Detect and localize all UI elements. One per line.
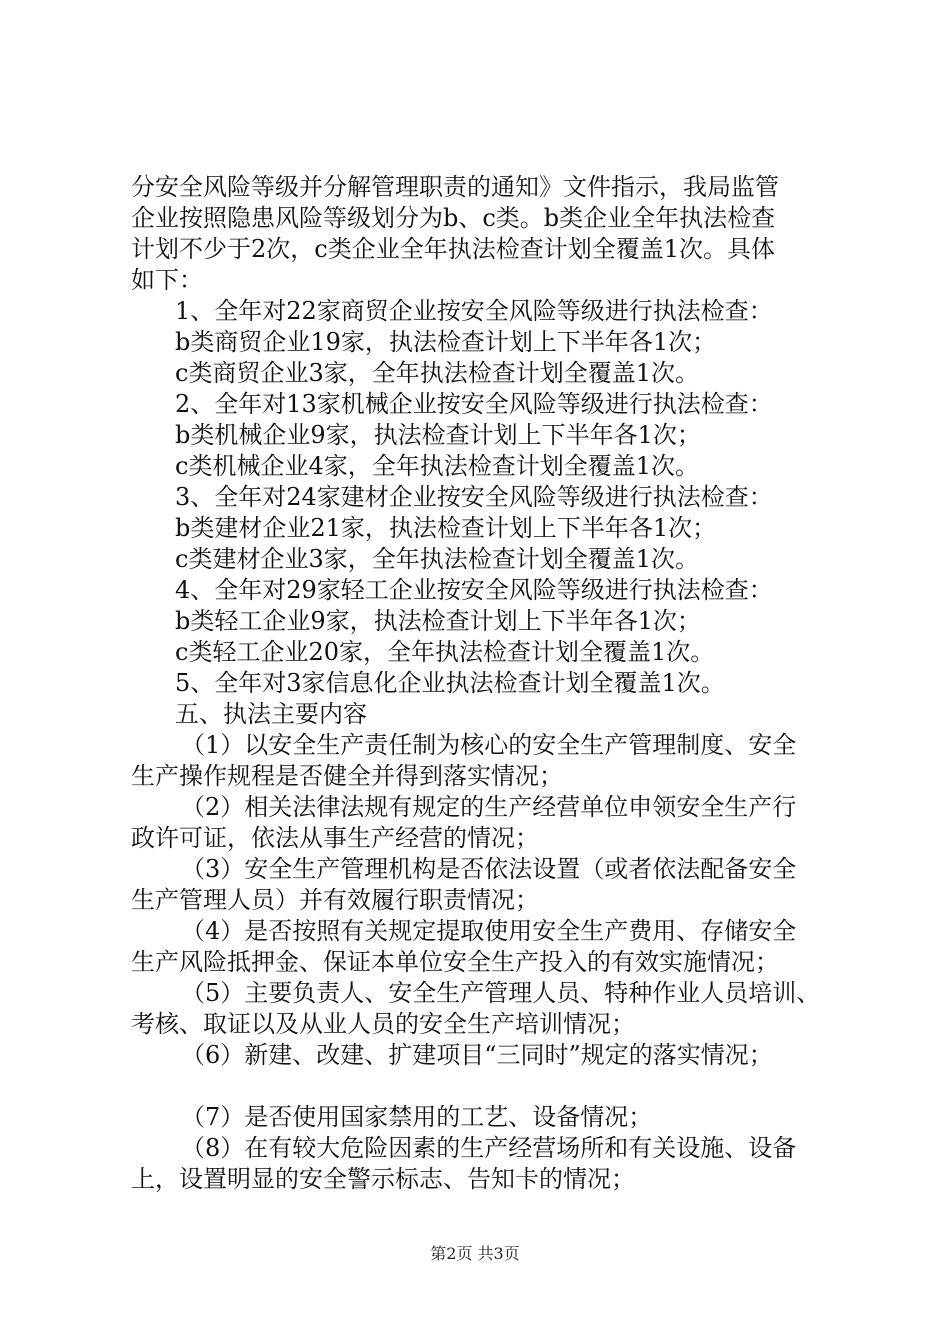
paragraph-line: （4）是否按照有关规定提取使用安全生产费用、存储安全 (181, 917, 797, 945)
list-item: b类轻工企业9家，执法检查计划上下半年各1次； (175, 607, 701, 635)
list-item: b类商贸企业19家，执法检查计划上下半年各1次； (175, 328, 717, 356)
list-item: 4、全年对29家轻工企业按安全风险等级进行执法检查： (175, 576, 773, 604)
list-item: c类轻工企业20家，全年执法检查计划全覆盖1次。 (175, 638, 715, 666)
paragraph-line: 如下： (131, 266, 203, 294)
paragraph-line: （2）相关法律法规有规定的生产经营单位申领安全生产行 (181, 793, 797, 821)
paragraph-line: （5）主要负责人、安全生产管理人员、特种作业人员培训、 (181, 979, 821, 1007)
paragraph-line: 政许可证，依法从事生产经营的情况； (131, 824, 539, 852)
list-item: b类建材企业21家，执法检查计划上下半年各1次； (175, 514, 717, 542)
list-item: 2、全年对13家机械企业按安全风险等级进行执法检查： (175, 390, 773, 418)
list-item: 1、全年对22家商贸企业按安全风险等级进行执法检查： (175, 297, 773, 325)
paragraph-line: （7）是否使用国家禁用的工艺、设备情况； (181, 1103, 653, 1131)
paragraph-line: （1）以安全生产责任制为核心的安全生产管理制度、安全 (181, 731, 797, 759)
paragraph-line: 上，设置明显的安全警示标志、告知卡的情况； (131, 1165, 635, 1193)
list-item: 5、全年对3家信息化企业执法检查计划全覆盖1次。 (175, 669, 725, 697)
paragraph-line: 生产操作规程是否健全并得到落实情况； (131, 762, 563, 790)
document-body (131, 172, 831, 1195)
paragraph-line: 生产管理人员）并有效履行职责情况； (131, 886, 539, 914)
paragraph-line: 计划不少于2次，c类企业全年执法检查计划全覆盖1次。具体 (131, 235, 775, 263)
list-item: b类机械企业9家，执法检查计划上下半年各1次； (175, 421, 701, 449)
page-footer: 第2页 共3页 (430, 1244, 520, 1263)
paragraph-line: （8）在有较大危险因素的生产经营场所和有关设施、设备 (181, 1134, 797, 1162)
list-item: c类机械企业4家，全年执法检查计划全覆盖1次。 (175, 452, 699, 480)
paragraph-line: 考核、取证以及从业人员的安全生产培训情况； (131, 1010, 635, 1038)
blank-line (131, 1071, 831, 1102)
paragraph-line: 企业按照隐患风险等级划分为b、c类。b类企业全年执法检查 (131, 204, 776, 232)
paragraph-line: （6）新建、改建、扩建项目“三同时”规定的落实情况； (181, 1041, 773, 1069)
paragraph-line: 分安全风险等级并分解管理职责的通知》文件指示，我局监管 (131, 173, 779, 201)
list-item: c类建材企业3家，全年执法检查计划全覆盖1次。 (175, 545, 699, 573)
list-item: 3、全年对24家建材企业按安全风险等级进行执法检查： (175, 483, 773, 511)
list-item: c类商贸企业3家，全年执法检查计划全覆盖1次。 (175, 359, 699, 387)
paragraph-line: 生产风险抵押金、保证本单位安全生产投入的有效实施情况； (131, 948, 779, 976)
paragraph-line: （3）安全生产管理机构是否依法设置（或者依法配备安全 (181, 855, 797, 883)
section-heading: 五、执法主要内容 (175, 700, 367, 728)
